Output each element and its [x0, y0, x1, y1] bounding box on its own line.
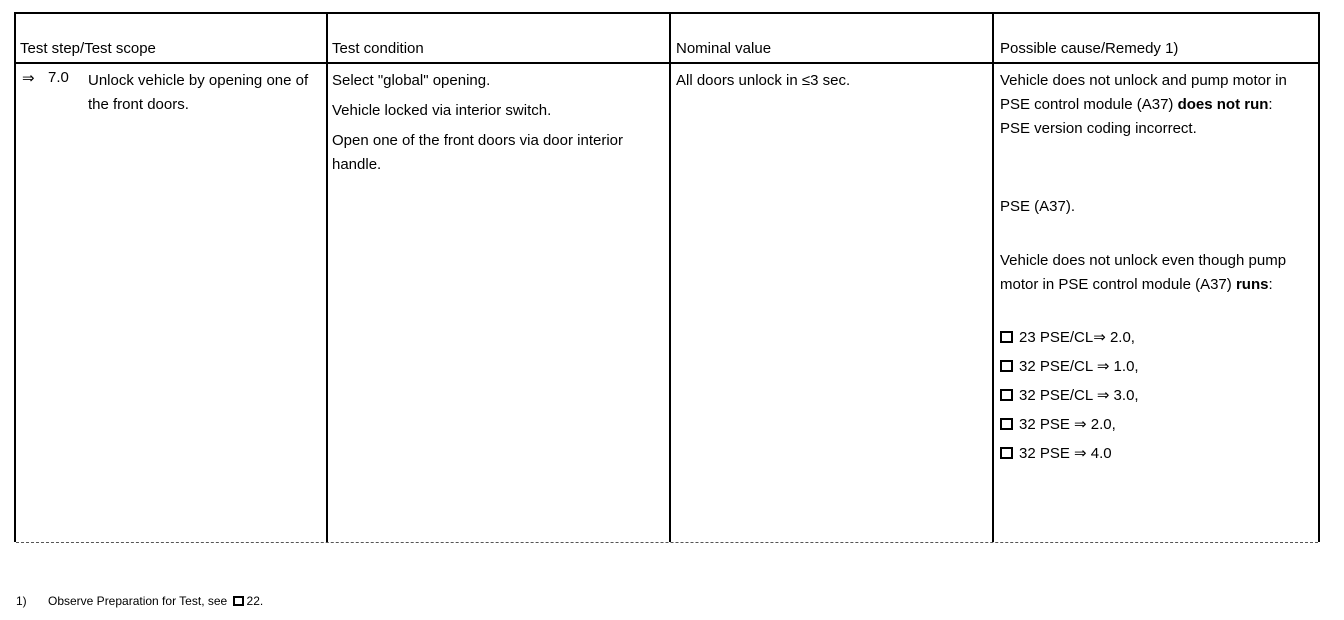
cause-text: Vehicle does not unlock and pump motor in PSE control module (A37): [1000, 72, 1287, 113]
reference-label: 32 PSE ⇒ 2.0,: [1019, 416, 1116, 433]
column-divider: [326, 14, 328, 542]
nominal-value: All doors unlock in ≤3 sec.: [676, 72, 851, 89]
footnote-reference[interactable]: 22.: [246, 594, 264, 608]
cause-unlock-runs: [1000, 249, 1310, 297]
column-divider: [669, 14, 671, 542]
reference-label: 32 PSE/CL ⇒ 1.0,: [1019, 358, 1139, 375]
cause-colon: :: [1268, 276, 1273, 293]
cause-emphasis: does not run: [1177, 96, 1269, 113]
header-nominal-value: Nominal value: [676, 40, 772, 57]
book-reference-icon: [1000, 360, 1013, 372]
cause-text: Vehicle does not unlock even though pump motor in PSE control module (A37): [1000, 252, 1287, 293]
reference-link[interactable]: [1000, 439, 1310, 468]
reference-link[interactable]: [1000, 410, 1310, 439]
reference-link[interactable]: [1000, 323, 1310, 352]
possible-causes: [1000, 69, 1310, 468]
reference-label: 23 PSE/CL⇒ 2.0,: [1019, 329, 1135, 346]
footnote-marker: 1): [1165, 40, 1179, 57]
cause-colon: :: [1268, 96, 1273, 113]
reference-label: 32 PSE/CL ⇒ 3.0,: [1019, 387, 1139, 404]
step-description: Unlock vehicle by opening one of the front doors.: [88, 72, 309, 113]
footnote-text: Observe Preparation for Test, see: [48, 594, 228, 608]
header-test-condition: Test condition: [332, 40, 424, 57]
book-reference-icon: [1000, 331, 1013, 343]
book-reference-icon: [1000, 418, 1013, 430]
header-test-step: Test step/Test scope: [20, 40, 156, 57]
remedy-coding: PSE version coding incorrect.: [1000, 120, 1197, 137]
column-divider: [992, 14, 994, 542]
book-reference-icon: [1000, 389, 1013, 401]
book-reference-icon: [233, 596, 244, 606]
step-arrow-icon: ⇒: [22, 70, 35, 87]
reference-link[interactable]: [1000, 352, 1310, 381]
remedy-module: PSE (A37).: [1000, 198, 1076, 215]
book-reference-icon: [1000, 447, 1013, 459]
reference-label: 32 PSE ⇒ 4.0: [1019, 445, 1112, 462]
footnote: [16, 594, 263, 608]
footnote-number: 1): [16, 594, 27, 608]
condition-item: Open one of the front doors via door interior handle.: [332, 132, 624, 173]
test-table: [14, 12, 1320, 542]
header-possible-cause-label: Possible cause/Remedy: [1000, 40, 1161, 57]
condition-item: Select "global" opening.: [332, 72, 491, 89]
table-bottom-edge: [16, 542, 1318, 543]
reference-list: [1000, 323, 1310, 468]
cause-unlock-not-run: [1000, 69, 1310, 117]
test-conditions: [332, 69, 652, 183]
condition-item: Vehicle locked via interior switch.: [332, 102, 552, 119]
step-number: 7.0: [48, 69, 69, 86]
reference-link[interactable]: [1000, 381, 1310, 410]
header-possible-cause: [1000, 40, 1178, 57]
cause-emphasis: runs: [1235, 276, 1269, 293]
header-divider: [16, 62, 1318, 64]
